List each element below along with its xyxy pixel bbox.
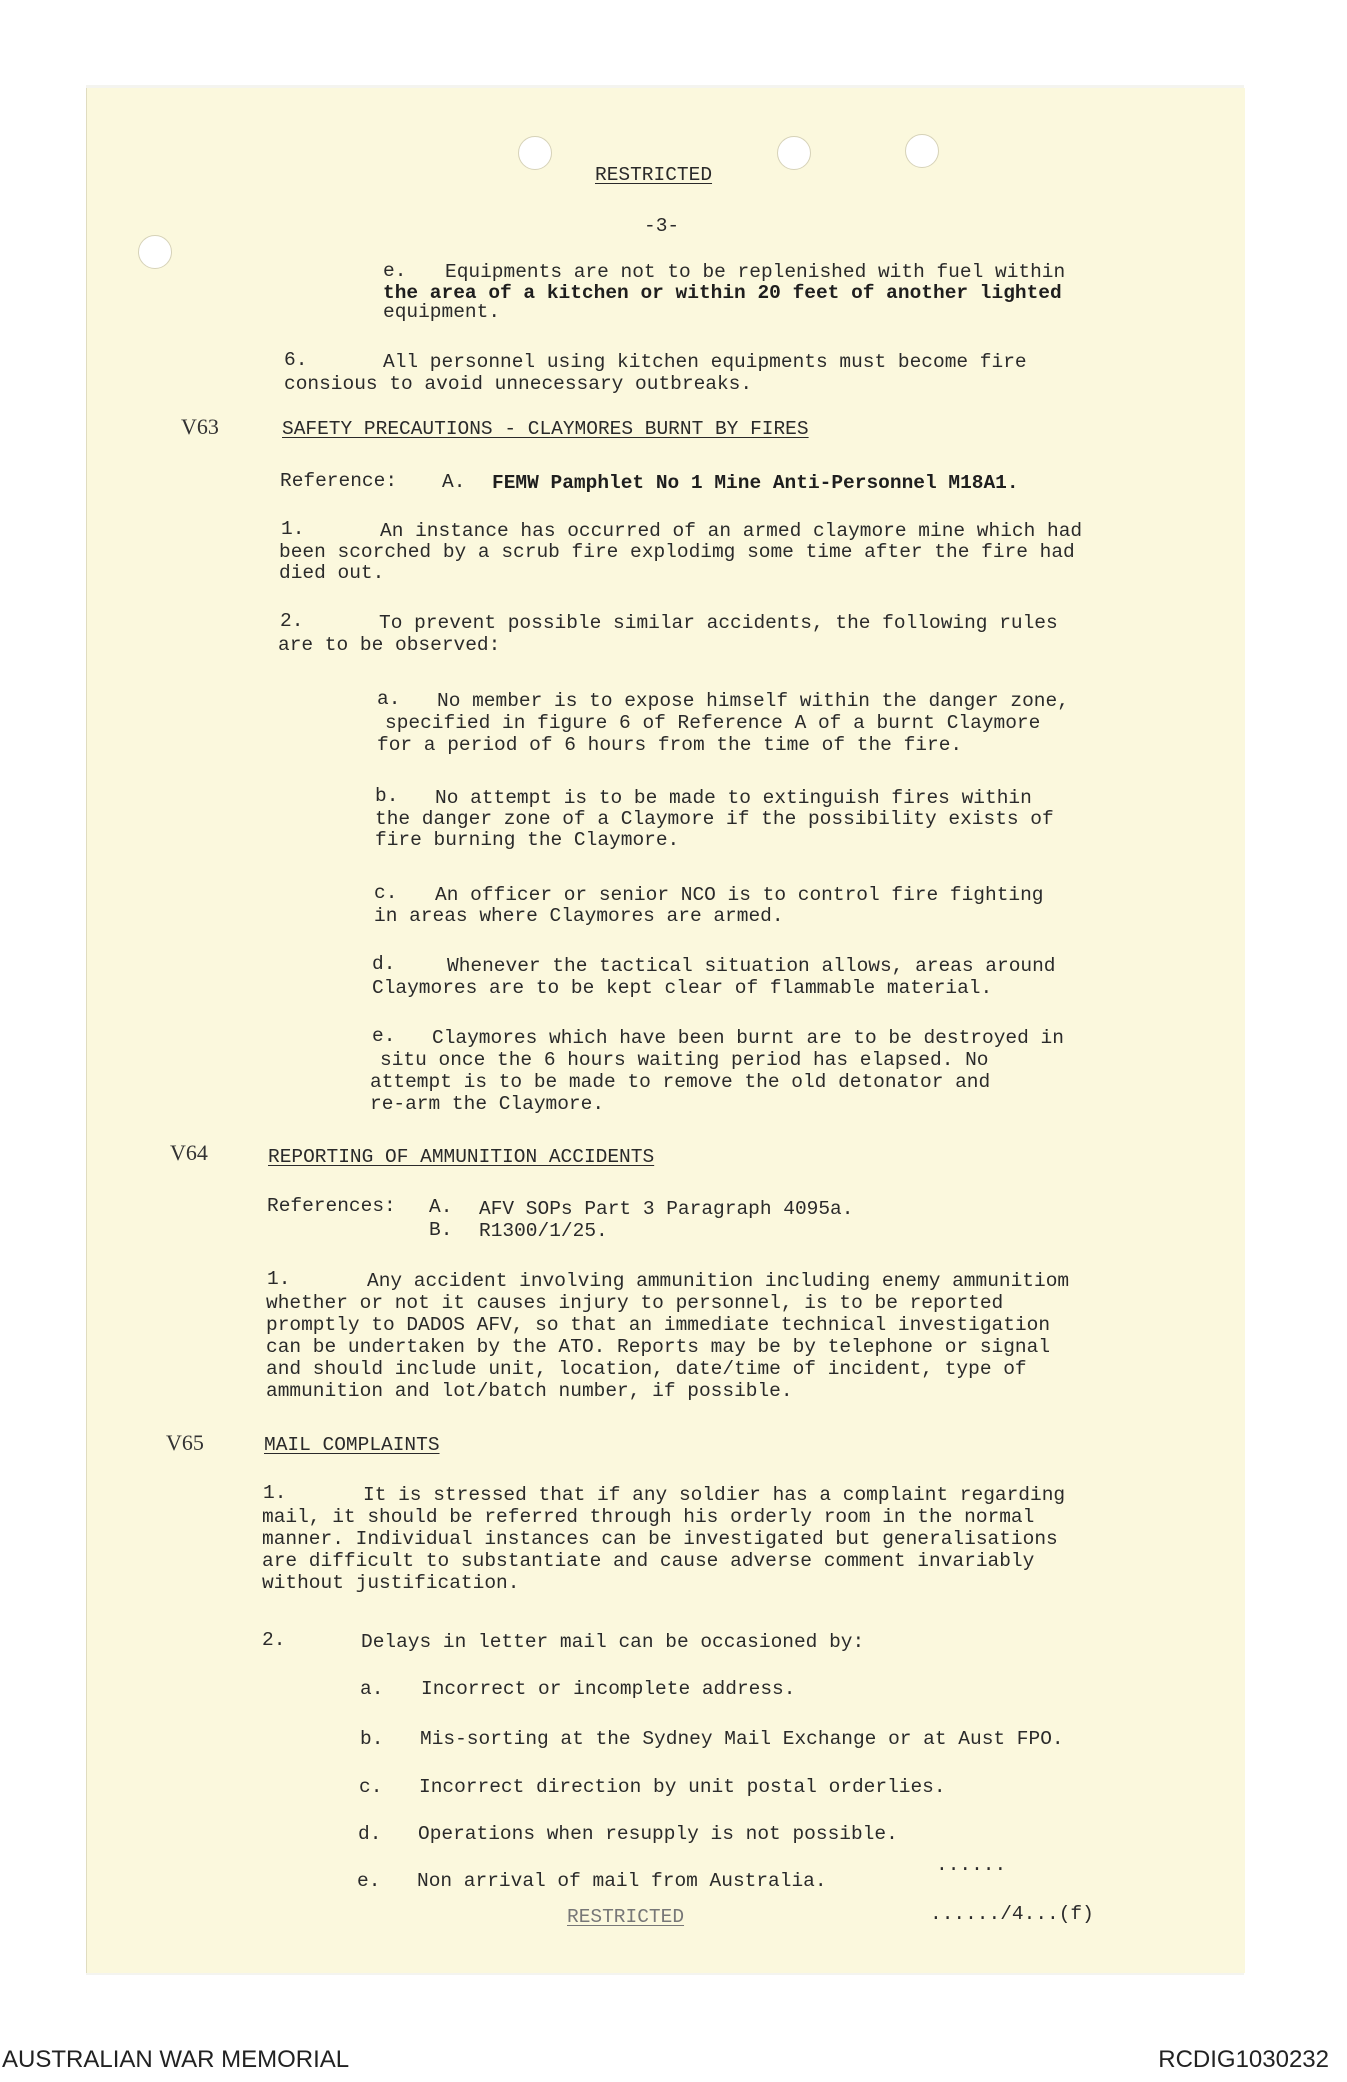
list-item-line: Mis-sorting at the Sydney Mail Exchange or at Aust FPO. (420, 1728, 1064, 1750)
punch-hole (138, 235, 172, 269)
archive-institution: AUSTRALIAN WAR MEMORIAL (2, 2046, 350, 2073)
list-item-label: c. (374, 882, 398, 904)
paragraph-line: All personnel using kitchen equipments must become fire (383, 351, 1027, 373)
paragraph-line: can be undertaken by the ATO. Reports may be by telephone or signal (266, 1336, 1051, 1358)
list-item-line: situ once the 6 hours waiting period has elapsed. No (380, 1049, 989, 1071)
paragraph-line: consious to avoid unnecessary outbreaks. (284, 373, 753, 395)
list-item-line: specified in figure 6 of Reference A of a burnt Claymore (385, 712, 1041, 734)
list-item-line: fire burning the Claymore. (375, 829, 680, 851)
section-code: V65 (166, 1430, 204, 1455)
classification-header: RESTRICTED (595, 164, 713, 186)
list-item-line: Whenever the tactical situation allows, areas around (447, 955, 1056, 977)
list-item-label: a. (360, 1678, 384, 1700)
list-item-line: No member is to expose himself within the danger zone, (437, 690, 1069, 712)
paragraph-line: Delays in letter mail can be occasioned by: (361, 1631, 865, 1653)
list-item-line: equipment. (383, 301, 501, 323)
list-item-line: the area of a kitchen or within 20 feet of another lighted (383, 282, 1062, 304)
paragraph-line: manner. Individual instances can be investigated but generalisations (262, 1528, 1058, 1550)
list-item-line: Incorrect or incomplete address. (421, 1678, 796, 1700)
list-item-line: Operations when resupply is not possible. (418, 1823, 898, 1845)
list-item-label: e. (372, 1025, 396, 1047)
section-title: REPORTING OF AMMUNITION ACCIDENTS (268, 1146, 655, 1168)
list-item-line: for a period of 6 hours from the time of the fire. (377, 734, 963, 756)
list-item-line: Incorrect direction by unit postal orderlies. (419, 1776, 946, 1798)
reference-text: R1300/1/25. (479, 1220, 608, 1242)
continuation-dots: ...... (936, 1854, 1007, 1876)
list-item-label: e. (357, 1870, 381, 1892)
paragraph-line: To prevent possible similar accidents, the following rules (379, 612, 1058, 634)
list-item-label: c. (359, 1776, 383, 1798)
paragraph-line: are to be observed: (278, 634, 501, 656)
list-item-line: in areas where Claymores are armed. (374, 905, 784, 927)
list-item-line: re-arm the Claymore. (370, 1093, 605, 1115)
list-item-line: Equipments are not to be replenished with fuel within (445, 261, 1066, 283)
paragraph-line: ammunition and lot/batch number, if possible. (266, 1380, 793, 1402)
paragraph-line: mail, it should be referred through his orderly room in the normal (262, 1506, 1035, 1528)
document-page (86, 88, 1245, 1973)
paragraph-number: 1. (281, 518, 305, 540)
paragraph-line: are difficult to substantiate and cause adverse comment invariably (262, 1550, 1035, 1572)
paragraph-line: died out. (279, 562, 385, 584)
paragraph-line: and should include unit, location, date/time of incident, type of (266, 1358, 1027, 1380)
reference-letter: A. (429, 1196, 453, 1218)
references-label: References: (267, 1195, 396, 1217)
punch-hole (905, 134, 939, 168)
reference-text: AFV SOPs Part 3 Paragraph 4095a. (479, 1198, 854, 1220)
list-item-line: Claymores which have been burnt are to be destroyed in (432, 1027, 1064, 1049)
section-code: V64 (170, 1140, 208, 1165)
reference-label: Reference: (280, 470, 398, 492)
section-title: SAFETY PRECAUTIONS - CLAYMORES BURNT BY FIRES (282, 418, 809, 440)
paragraph-line: Any accident involving ammunition including enemy ammunitiom (367, 1270, 1070, 1292)
archive-reference: RCDIG1030232 (1158, 2046, 1329, 2073)
paragraph-number: 2. (280, 610, 304, 632)
list-item-label: d. (372, 953, 396, 975)
paragraph-number: 1. (263, 1482, 287, 1504)
paragraph-line: without justification. (262, 1572, 520, 1594)
paragraph-number: 1. (267, 1268, 291, 1290)
list-item-label: d. (358, 1823, 382, 1845)
section-title: MAIL COMPLAINTS (264, 1434, 440, 1456)
punch-hole (777, 136, 811, 170)
section-code: V63 (181, 414, 219, 439)
classification-footer: RESTRICTED (567, 1906, 685, 1928)
paragraph-line: It is stressed that if any soldier has a complaint regarding (363, 1484, 1066, 1506)
list-item-line: attempt is to be made to remove the old detonator and (370, 1071, 991, 1093)
list-item-label: a. (377, 688, 401, 710)
paragraph-line: promptly to DADOS AFV, so that an immediate technical investigation (266, 1314, 1051, 1336)
page-number: -3- (644, 215, 680, 237)
paragraph-number: 6. (284, 349, 308, 371)
reference-letter: B. (429, 1219, 453, 1241)
list-item-label: b. (375, 785, 399, 807)
list-item-label: b. (360, 1728, 384, 1750)
reference-letter: A. (442, 471, 466, 493)
list-item-line: An officer or senior NCO is to control fire fighting (435, 884, 1044, 906)
list-item-line: the danger zone of a Claymore if the possibility exists of (375, 808, 1054, 830)
punch-hole (518, 136, 552, 170)
paragraph-line: been scorched by a scrub fire explodimg some time after the fire had (279, 541, 1075, 563)
paragraph-line: whether or not it causes injury to personnel, is to be reported (266, 1292, 1004, 1314)
list-item-label: e. (383, 260, 407, 282)
paragraph-line: An instance has occurred of an armed claymore mine which had (380, 520, 1083, 542)
list-item-line: Non arrival of mail from Australia. (417, 1870, 827, 1892)
list-item-line: No attempt is to be made to extinguish fires within (435, 787, 1032, 809)
paragraph-number: 2. (262, 1629, 286, 1651)
reference-text: FEMW Pamphlet No 1 Mine Anti-Personnel M18A1. (492, 472, 1019, 494)
list-item-line: Claymores are to be kept clear of flammable material. (372, 977, 993, 999)
continuation-note: ....../4...(f) (930, 1903, 1094, 1925)
